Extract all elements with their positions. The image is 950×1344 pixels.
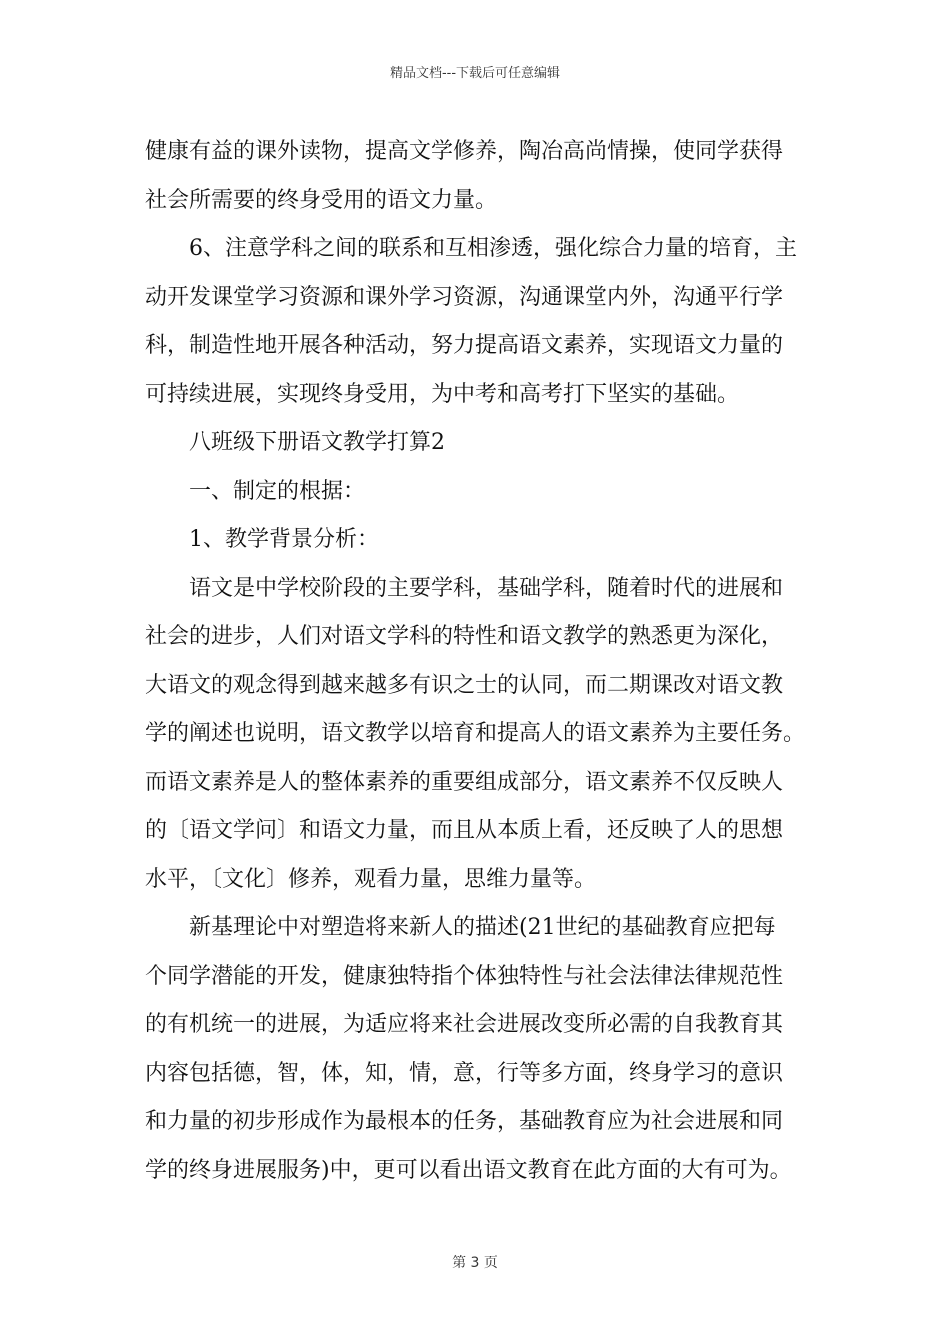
text-line: 科，制造性地开展各种活动，努力提高语文素养，实现语文力量的 <box>145 333 784 358</box>
text-line: 社会的进步，人们对语文学科的特性和语文教学的熟悉更为深化， <box>145 624 784 649</box>
text-line: 个同学潜能的开发，健康独特指个体独特性与社会法律法律规范性 <box>145 963 784 989</box>
text-line: 语文是中学校阶段的主要学科，基础学科，随着时代的进展和 <box>189 575 784 601</box>
text-line: 新基理论中对塑造将来新人的描述(21世纪的基础教育应把每 <box>189 915 776 940</box>
text-line: 学的阐述也说明，语文教学以培育和提高人的语文素养为主要任务。 <box>145 721 806 746</box>
document-body <box>145 128 815 1195</box>
text-line: 6、注意学科之间的联系和互相渗透，强化综合力量的培育，主 <box>189 236 797 261</box>
text-line: 动开发课堂学习资源和课外学习资源，沟通课堂内外，沟通平行学 <box>145 284 784 310</box>
text-line: 健康有益的课外读物，提高文学修养，陶冶高尚情操，使同学获得 <box>145 139 784 164</box>
text-line: 水平，〔文化〕修养，观看力量，思维力量等。 <box>145 866 597 892</box>
text-line: 和力量的初步形成作为最根本的任务，基础教育应为社会进展和同 <box>145 1109 784 1134</box>
page-header: 精品文档---下载后可任意编辑 <box>389 66 561 81</box>
text-line: 可持续进展，实现终身受用，为中考和高考打下坚实的基础。 <box>145 381 740 407</box>
text-line: 内容包括德，智，体，知，情，意，行等多方面，终身学习的意识 <box>145 1060 784 1086</box>
text-line: 社会所需要的终身受用的语文力量。 <box>145 187 498 213</box>
text-line: 大语文的观念得到越来越多有识之士的认同，而二期课改对语文教 <box>145 672 784 698</box>
page-number: 第 3 页 <box>452 1255 498 1271</box>
section-heading: 1、教学背景分析： <box>189 527 379 552</box>
text-line: 而语文素养是人的整体素养的重要组成部分，语文素养不仅反映人 <box>145 769 784 795</box>
text-line: 的有机统一的进展，为适应将来社会进展改变所必需的自我教育其 <box>145 1012 784 1037</box>
section-heading: 一、制定的根据： <box>189 478 366 504</box>
section-heading: 八班级下册语文教学打算2 <box>189 430 445 455</box>
text-line: 的〔语文学问〕和语文力量，而且从本质上看，还反映了人的思想 <box>145 818 784 843</box>
text-line: 学的终身进展服务)中，更可以看出语文教育在此方面的大有可为。 <box>145 1157 792 1183</box>
